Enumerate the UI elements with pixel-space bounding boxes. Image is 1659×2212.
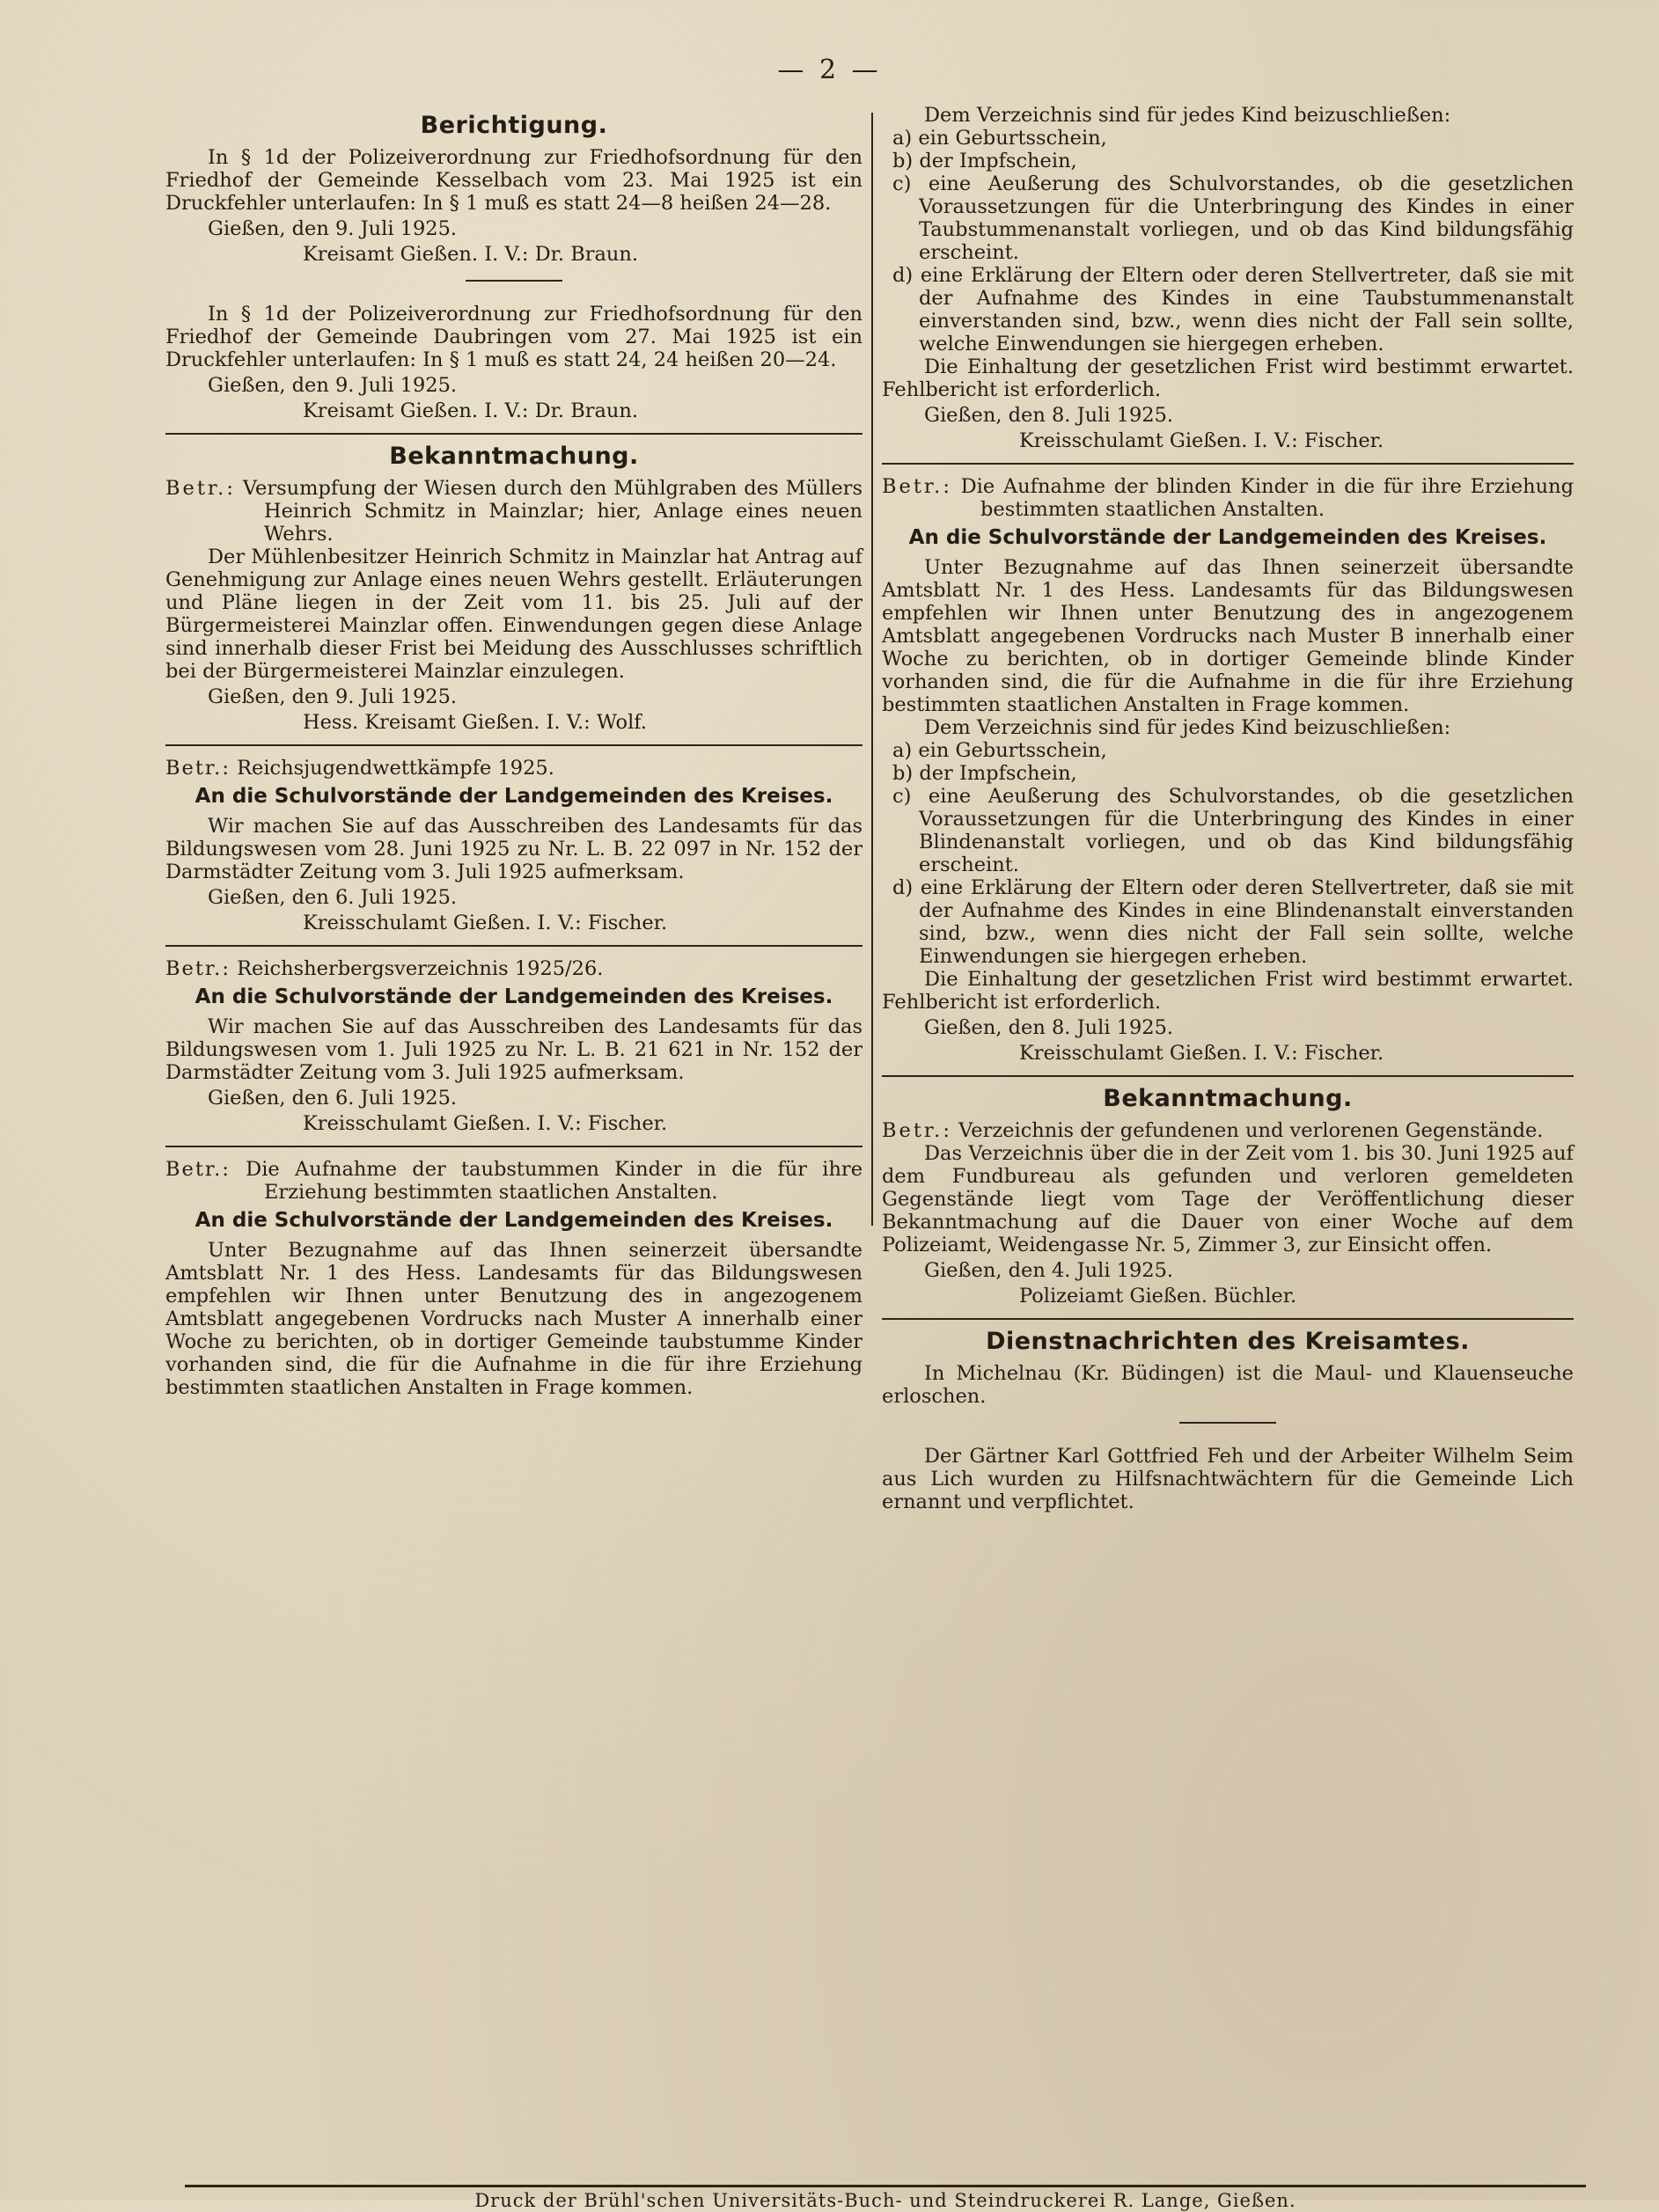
betr-text: Versumpfung der Wiesen durch den Mühlgraben des Müllers Heinrich Schmitz in Mainzlar; hier, Anlage eines neuen Wehrs. [242,476,863,546]
notice-paragraph: Dem Verzeichnis sind für jedes Kind beizuschließen: [924,104,1451,127]
notice-addressee: An die Schulvorstände der Landgemeinden des Kreises. [195,784,833,808]
betr-label: Betr.: [882,475,952,498]
notice-subject [165,1158,863,1204]
notice-date: Gießen, den 9. Juli 1925. [208,217,458,240]
notice-blinde-kinder [882,475,1574,1065]
notice-paragraph: Der Mühlenbesitzer Heinrich Schmitz in Mainzlar hat Antrag auf Genehmigung zur Anlage eines neuen Wehrs gestellt. Erläuterungen und Pläne liegen in der Zeit vom 11. bis 25. Juli auf der Bürgermeisterei Mainzlar offen. Einwendungen gegen diese Anlage sind innerhalb dieser Frist bei Meidung des Ausschlusses schriftlich bei der Bürgermeisterei Mainzlar einzulegen. [165,545,863,683]
notice-signature: Kreisschulamt Gießen. I. V.: Fischer. [1019,1042,1384,1065]
notice-paragraph: Die Einhaltung der gesetzlichen Frist wird bestimmt erwartet. Fehlbericht ist erforderlich. [882,355,1574,401]
notice-paragraph: Wir machen Sie auf das Ausschreiben des Landesamts für das Bildungswesen vom 1. Juli 1925 zu Nr. L. B. 21 621 in Nr. 152 der Darmstädter Zeitung vom 3. Juli 1925 aufmerksam. [165,1014,863,1084]
section-divider [882,1318,1574,1320]
list-item: a) ein Geburtsschein, [892,127,1107,150]
betr-text: Die Aufnahme der taubstummen Kinder in die für ihre Erziehung bestimmten staatlichen Anstalten. [246,1157,863,1204]
notice-taubstumme-continued [882,104,1574,452]
column-divider [871,113,873,1226]
list-item: b) der Impfschein, [892,762,1077,785]
notice-paragraph: Unter Bezugnahme auf das Ihnen seinerzeit übersandte Amtsblatt Nr. 1 des Hess. Landesamts für das Bildungswesen empfehlen wir Ihnen unter Benutzung des in angezogenem Amtsblatt angegebenen Vordrucks nach Muster B innerhalb einer Woche zu berichten, ob in dortiger Gemeinde blinde Kinder vorhanden sind, die für die Aufnahme in die für ihre Erziehung bestimmten staatlichen Anstalten in Frage kommen. [882,556,1574,716]
notice-subject [882,475,1574,521]
list-item: b) der Impfschein, [892,150,1077,172]
notice-title: Dienstnachrichten des Kreisamtes. [986,1328,1470,1355]
notice-bekanntmachung-wehr [165,442,863,734]
notice-date: Gießen, den 9. Juli 1925. [208,685,458,708]
notice-date: Gießen, den 4. Juli 1925. [924,1259,1174,1282]
notice-signature: Kreisamt Gießen. I. V.: Dr. Braun. [303,243,639,266]
list-item: c) eine Aeußerung des Schulvorstandes, ob die gesetzlichen Voraussetzungen für die Unterbringung des Kindes in einer Blindenanstalt vorliegen, und ob das Kind bildungsfähig erscheint. [892,785,1574,876]
section-divider [882,1075,1574,1077]
notice-date: Gießen, den 8. Juli 1925. [924,1016,1174,1039]
notice-fundbureau [882,1085,1574,1307]
notice-paragraph: In § 1d der Polizeiverordnung zur Friedhofsordnung für den Friedhof der Gemeinde Kesselbach vom 23. Mai 1925 ist ein Druckfehler unterlaufen: In § 1 muß es statt 24—8 heißen 24—28. [165,146,863,215]
printer-imprint: Druck der Brühl'schen Universitäts-Buch- und Steindruckerei R. Lange, Gießen. [474,2190,1296,2211]
betr-label: Betr.: [165,1157,231,1181]
notice-taubstumme-kinder [165,1158,863,1399]
short-divider [466,280,562,282]
notice-paragraph: Die Einhaltung der gesetzlichen Frist wird bestimmt erwartet. Fehlbericht ist erforderlich. [882,968,1574,1014]
short-divider [1179,1422,1276,1424]
notice-addressee: An die Schulvorstände der Landgemeinden des Kreises. [195,1208,833,1232]
notice-signature: Polizeiamt Gießen. Büchler. [1019,1285,1297,1307]
notice-date: Gießen, den 8. Juli 1925. [924,404,1174,427]
notice-subject [165,477,863,546]
notice-addressee: An die Schulvorstände der Landgemeinden des Kreises. [195,985,833,1008]
notice-berichtigung [165,114,863,422]
notice-paragraph: Wir machen Sie auf das Ausschreiben des Landesamts für das Bildungswesen vom 28. Juni 1925 zu Nr. L. B. 22 097 in Nr. 152 der Darmstädter Zeitung vom 3. Juli 1925 aufmerksam. [165,814,863,883]
notice-paragraph: Der Gärtner Karl Gottfried Feh und der Arbeiter Wilhelm Seim aus Lich wurden zu Hilfsnachtwächtern für die Gemeinde Lich ernannt und verpflichtet. [882,1444,1574,1513]
notice-signature: Kreisschulamt Gießen. I. V.: Fischer. [303,1111,668,1135]
section-divider [165,744,863,746]
notice-paragraph: In Michelnau (Kr. Büdingen) ist die Maul- und Klauenseuche erloschen. [882,1362,1574,1408]
page-number: — 2 — [777,55,882,85]
notice-subject [882,1119,1574,1142]
notice-dienstnachrichten [882,1330,1574,1513]
notice-signature: Kreisschulamt Gießen. I. V.: Fischer. [303,911,668,934]
notice-paragraph: Das Verzeichnis über die in der Zeit vom 1. bis 30. Juni 1925 auf dem Fundbureau als gefunden und verloren gemeldeten Gegenstände liegt vom Tage der Veröffentlichung dieser Bekanntmachung auf die Dauer von einer Woche auf dem Polizeiamt, Weidengasse Nr. 5, Zimmer 3, zur Einsicht offen. [882,1142,1574,1256]
notice-reichsherbergsverzeichnis [165,957,863,1135]
betr-label: Betr.: [165,756,231,780]
notice-paragraph: Unter Bezugnahme auf das Ihnen seinerzeit übersandte Amtsblatt Nr. 1 des Hess. Landesamts für das Bildungswesen empfehlen wir Ihnen unter Benutzung des in angezogenem Amtsblatt angegebenen Vordrucks nach Muster A innerhalb einer Woche zu berichten, ob in dortiger Gemeinde taubstumme Kinder vorhanden sind, die für die Aufnahme in die für ihre Erziehung bestimmten staatlichen Anstalten in Frage kommen. [165,1238,863,1399]
notice-title: Berichtigung. [420,112,608,139]
list-item: d) eine Erklärung der Eltern oder deren Stellvertreter, daß sie mit der Aufnahme des Kindes in eine Taubstummenanstalt einverstanden sind, bzw., wenn dies nicht der Fall sein sollte, welche Einwendungen sie hiergegen erheben. [892,264,1574,355]
section-divider [882,463,1574,465]
list-item: d) eine Erklärung der Eltern oder deren Stellvertreter, daß sie mit der Aufnahme des Kindes in eine Blindenanstalt einverstanden sind, bzw., wenn dies nicht der Fall sein sollte, welche Einwendungen sie hiergegen erheben. [892,876,1574,968]
betr-text: Reichsherbergsverzeichnis 1925/26. [237,956,604,980]
list-item: a) ein Geburtsschein, [892,739,1107,762]
notice-date: Gießen, den 6. Juli 1925. [208,1086,458,1110]
notice-subject [165,957,863,980]
betr-label: Betr.: [165,956,231,980]
section-divider [165,1146,863,1147]
betr-text: Verzeichnis der gefundenen und verlorenen Gegenstände. [958,1119,1544,1142]
notice-paragraph: Dem Verzeichnis sind für jedes Kind beizuschließen: [924,716,1451,739]
notice-signature: Kreisamt Gießen. I. V.: Dr. Braun. [303,399,639,422]
notice-addressee: An die Schulvorstände der Landgemeinden des Kreises. [908,526,1547,549]
notice-paragraph: In § 1d der Polizeiverordnung zur Friedhofsordnung für den Friedhof der Gemeinde Daubringen vom 27. Mai 1925 ist ein Druckfehler unterlaufen: In § 1 muß es statt 24, 24 heißen 20—24. [165,302,863,371]
betr-label: Betr.: [882,1119,952,1142]
notice-title: Bekanntmachung. [389,442,639,470]
notice-date: Gießen, den 6. Juli 1925. [208,885,458,909]
notice-signature: Kreisschulamt Gießen. I. V.: Fischer. [1019,429,1384,452]
betr-text: Die Aufnahme der blinden Kinder in die für ihre Erziehung bestimmten staatlichen Anstalten. [960,475,1574,521]
betr-label: Betr.: [165,476,236,500]
notice-reichsjugendwettkaempfe [165,757,863,934]
notice-title: Bekanntmachung. [1103,1085,1353,1112]
list-item: c) eine Aeußerung des Schulvorstandes, ob die gesetzlichen Voraussetzungen für die Unterbringung des Kindes in einer Taubstummenanstalt vorliegen, und ob das Kind bildungsfähig erscheint. [892,172,1574,264]
notice-subject [165,757,863,780]
footer-rule [185,2185,1586,2187]
left-column [165,104,863,1399]
notice-date: Gießen, den 9. Juli 1925. [208,373,458,397]
betr-text: Reichsjugendwettkämpfe 1925. [237,756,554,780]
section-divider [165,945,863,947]
notice-signature: Hess. Kreisamt Gießen. I. V.: Wolf. [303,710,647,734]
right-column [882,104,1574,1513]
section-divider [165,433,863,435]
